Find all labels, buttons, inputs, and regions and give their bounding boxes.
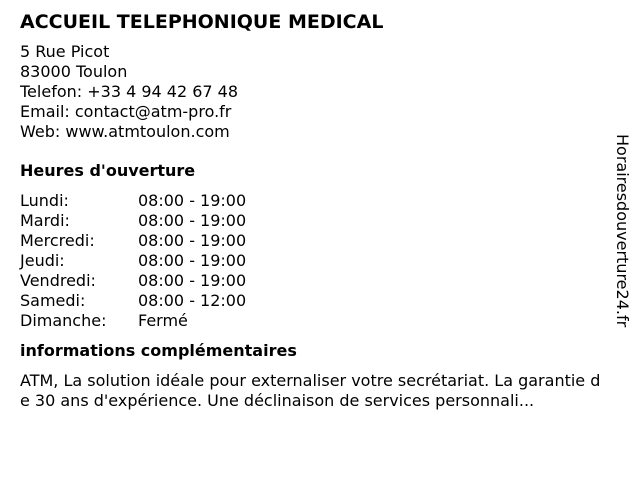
additional-info-heading: informations complémentaires	[20, 341, 297, 360]
day-label: Dimanche:	[20, 311, 107, 330]
city-address: 83000 Toulon	[20, 62, 128, 81]
day-hours: 08:00 - 19:00	[138, 251, 247, 270]
hours-row-thursday	[20, 251, 246, 271]
day-label: Samedi:	[20, 291, 86, 310]
opening-hours-table	[20, 191, 246, 331]
address-block	[20, 42, 610, 142]
day-hours: 08:00 - 19:00	[138, 231, 247, 250]
day-hours: 08:00 - 19:00	[138, 211, 247, 230]
street-address: 5 Rue Picot	[20, 42, 110, 61]
email-address: Email: contact@atm-pro.fr	[20, 102, 232, 121]
day-label: Mercredi:	[20, 231, 95, 250]
day-hours: Fermé	[138, 311, 188, 330]
phone-number: Telefon: +33 4 94 42 67 48	[20, 82, 239, 101]
hours-row-tuesday	[20, 211, 246, 231]
day-hours: 08:00 - 19:00	[138, 191, 247, 210]
website-address: Web: www.atmtoulon.com	[20, 122, 230, 141]
day-label: Lundi:	[20, 191, 69, 210]
day-hours: 08:00 - 12:00	[138, 291, 247, 310]
day-label: Vendredi:	[20, 271, 96, 290]
business-card	[20, 10, 610, 411]
hours-row-wednesday	[20, 231, 246, 251]
business-name: ACCUEIL TELEPHONIQUE MEDICAL	[20, 11, 384, 33]
additional-info-text: ATM, La solution idéale pour externaliser votre secrétariat. La garantie de 30 ans d'expérience. Une déclinaison de services personnali...	[20, 371, 601, 410]
day-hours: 08:00 - 19:00	[138, 271, 247, 290]
opening-hours-heading: Heures d'ouverture	[20, 161, 196, 180]
hours-row-friday	[20, 271, 246, 291]
day-label: Jeudi:	[20, 251, 65, 270]
hours-row-saturday	[20, 291, 246, 311]
day-label: Mardi:	[20, 211, 70, 230]
site-brand-vertical: Horairesdouverture24.fr	[613, 134, 632, 328]
hours-row-monday	[20, 191, 246, 211]
hours-row-sunday	[20, 311, 246, 331]
